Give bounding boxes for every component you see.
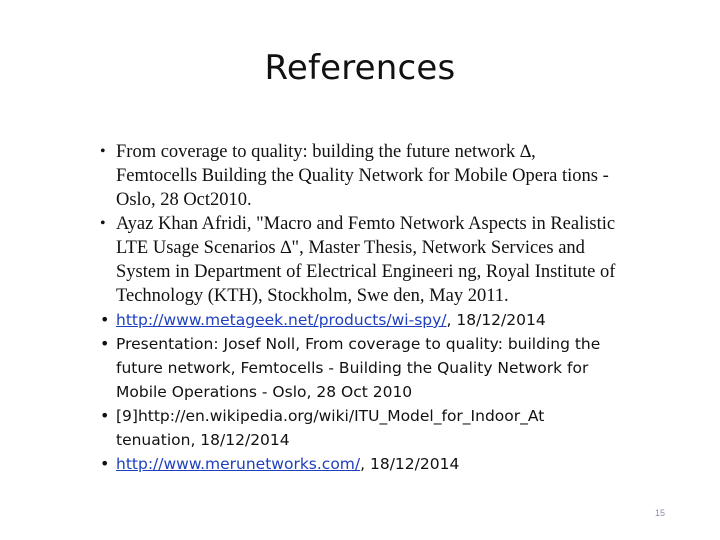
reference-item-2 (100, 212, 620, 308)
reference-list (100, 140, 620, 476)
reference-text-5: [9]http://en.wikipedia.org/wiki/ITU_Model_for_Indoor_At tenuation, 18/12/2014 (116, 407, 545, 449)
merunetworks-link[interactable]: http://www.merunetworks.com/ (116, 455, 361, 473)
reference-item-4 (100, 332, 620, 404)
reference-text-2: Ayaz Khan Afridi, "Macro and Femto Network Aspects in Realistic LTE Usage Scenarios ∆", Master Thesis, Network Services and System in Department of Electrical Engineeri ng, Royal Institute of Technology (KTH), Stockholm, Swe den, May 2011. (116, 214, 616, 306)
reference-item-5 (100, 404, 620, 452)
metageek-link[interactable]: http://www.metageek.net/products/wi-spy/ (116, 311, 447, 329)
slide-title: References (264, 48, 456, 88)
reference-item-3 (100, 308, 620, 332)
page-number: 15 (654, 508, 665, 518)
reference-date-6: , 18/12/2014 (360, 455, 460, 473)
reference-text-1: From coverage to quality: building the future network ∆, Femtocells Building the Quality Network for Mobile Opera tions - Oslo, 28 Oct2010. (116, 142, 609, 210)
reference-text-4: Presentation: Josef Noll, From coverage to quality: building the future network, Femtocells - Building the Quality Network for Mobile Operations - Oslo, 28 Oct 2010 (116, 335, 601, 401)
reference-item-6 (100, 452, 620, 476)
reference-date-3: , 18/12/2014 (446, 311, 546, 329)
reference-item-1 (100, 140, 620, 212)
